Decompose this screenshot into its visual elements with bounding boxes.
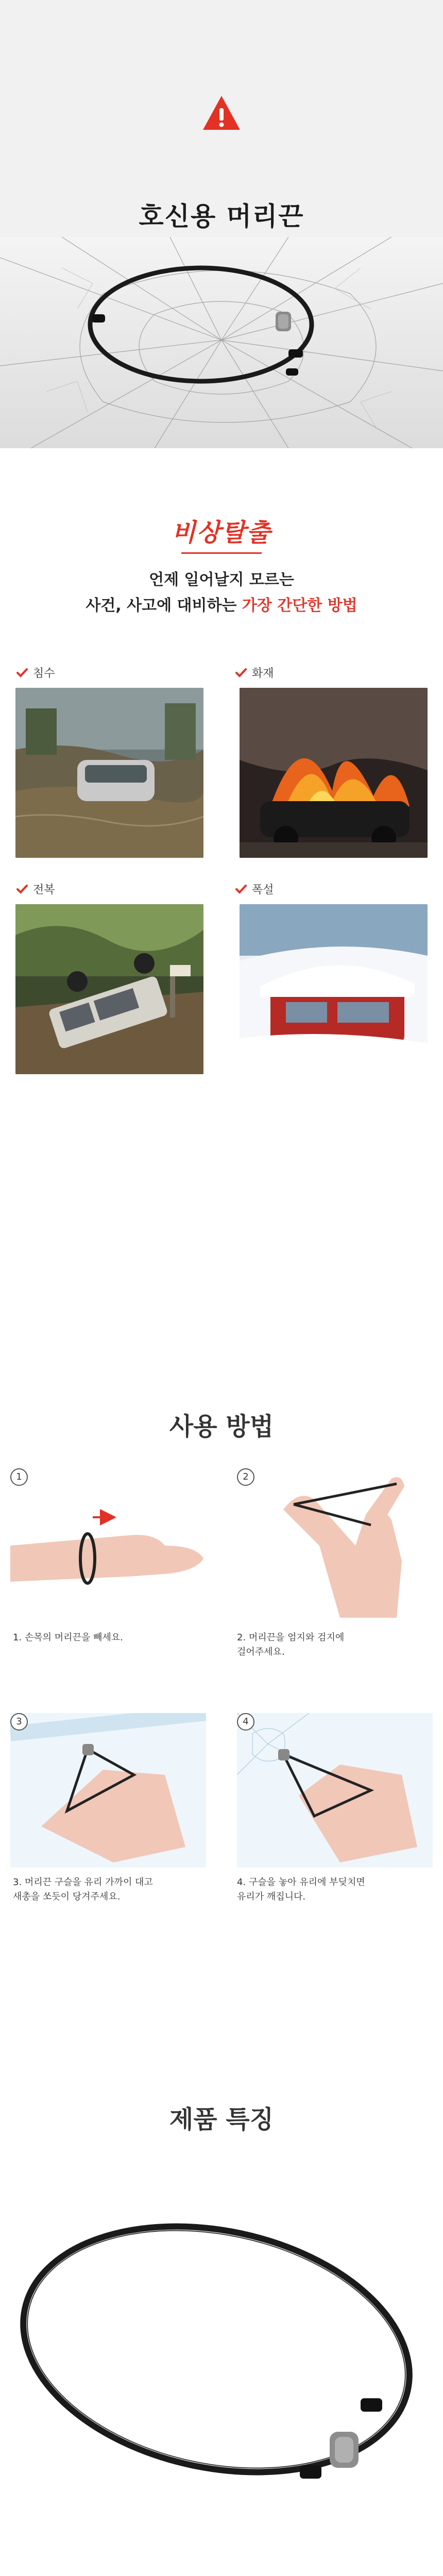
case-label-rollover: [15, 881, 55, 897]
subtitle-prefix: 사건, 사고에 대비하는: [86, 597, 242, 615]
case-label-text: 침수: [33, 667, 55, 680]
case-label-text: 화재: [252, 667, 274, 680]
emergency-section: [0, 448, 443, 1329]
step-2-number: 2: [237, 1468, 254, 1486]
emergency-subtitle-line2: [0, 592, 443, 615]
warning-icon: [201, 93, 242, 134]
case-label-snow: [234, 881, 274, 897]
step-3-number: 3: [10, 1713, 28, 1731]
features-section: [0, 2035, 443, 2576]
step-4-line2: 유리가 깨집니다.: [237, 1891, 306, 1902]
flood-photo: [15, 688, 203, 858]
hairtie-product-image: [0, 2164, 443, 2576]
features-title: 제품 특징: [169, 2105, 274, 2134]
check-icon: [15, 666, 29, 680]
break-glass-illustration: [237, 1713, 433, 1868]
step-3-line1: 3. 머리끈 구슬을 유리 가까이 대고: [13, 1877, 153, 1888]
rollover-photo: [15, 904, 203, 1074]
fire-photo: [240, 688, 428, 858]
case-label-flood: [15, 665, 55, 681]
step-1-text: [13, 1631, 209, 1645]
case-label-fire: [234, 665, 274, 681]
step-3-image: [10, 1713, 206, 1868]
snow-photo: [240, 904, 428, 1074]
step-4-text: [237, 1875, 433, 1904]
step-4-number: 4: [237, 1713, 254, 1731]
check-icon: [15, 883, 29, 896]
case-label-text: 전복: [33, 884, 55, 896]
howto-section: [0, 1329, 443, 2035]
step-3-line2: 새총을 쏘듯이 당겨주세요.: [13, 1891, 121, 1902]
hero-title: 호신용 머리끈: [139, 201, 304, 231]
wrist-hairtie-illustration: [10, 1468, 206, 1623]
step-3-text: [13, 1875, 209, 1904]
step-2-line2: 걸어주세요.: [237, 1647, 285, 1657]
step-1-number: 1: [10, 1468, 28, 1486]
step-1-image: [10, 1468, 206, 1623]
subtitle-highlight: 가장 간단한 방법: [242, 597, 357, 615]
step-2-line1: 2. 머리끈을 엄지와 검지에: [237, 1632, 345, 1643]
check-icon: [234, 883, 248, 896]
broken-glass-hairtie-image: [0, 237, 443, 448]
emergency-subtitle-line1: 언제 일어날지 모르는: [149, 571, 294, 589]
aim-glass-illustration: [10, 1713, 206, 1868]
check-icon: [234, 666, 248, 680]
fingers-hairtie-illustration: [237, 1468, 433, 1623]
hero-section: [0, 0, 443, 448]
step-1-line1: 1. 손목의 머리끈을 빼세요.: [13, 1632, 123, 1643]
step-2-text: [237, 1631, 433, 1659]
howto-title: 사용 방법: [169, 1412, 274, 1441]
emergency-title-underline: [181, 552, 262, 554]
emergency-title: 비상탈출: [172, 518, 271, 547]
step-4-image: [237, 1713, 433, 1868]
step-4-line1: 4. 구슬을 놓아 유리에 부딪치면: [237, 1877, 365, 1888]
step-2-image: [237, 1468, 433, 1623]
case-label-text: 폭설: [252, 884, 274, 896]
